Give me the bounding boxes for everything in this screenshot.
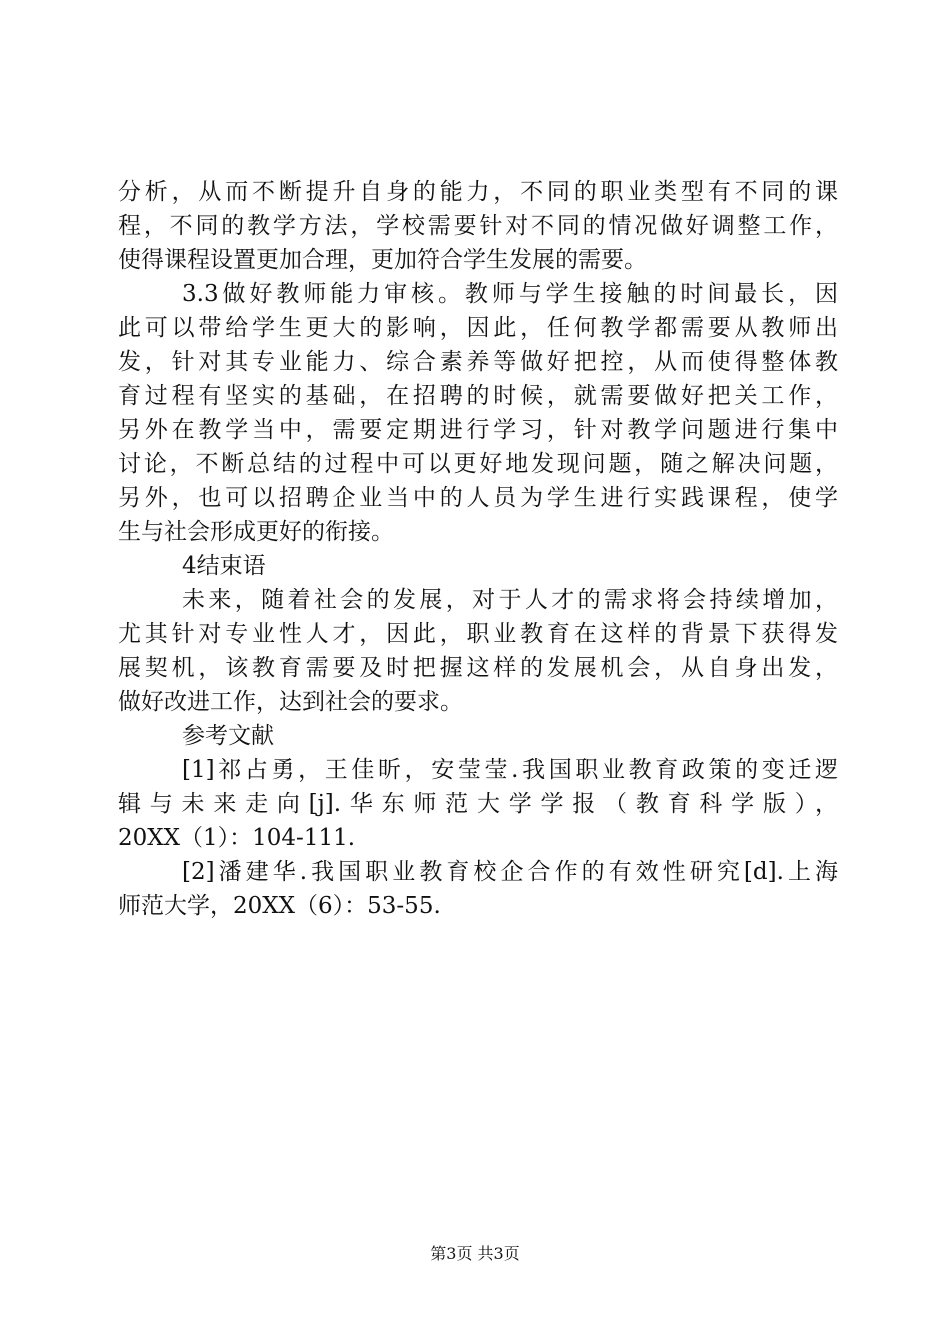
text-line: 20XX（1）：104-111. [118,825,356,851]
reference-item-2 [118,855,838,923]
text-line: 育过程有坚实的基础，在招聘的时候，就需要做好把关工作， [118,383,838,409]
text-line: 另外，也可以招聘企业当中的人员为学生进行实践课程，使学 [118,485,838,511]
text-line: 辑与未来走向[j].华东师范大学学报（教育科学版）， [118,791,838,817]
text-line: 生与社会形成更好的衔接。 [118,519,394,545]
text-line: 使得课程设置更加合理，更加符合学生发展的需要。 [118,247,647,273]
text-line: 程，不同的教学方法，学校需要针对不同的情况做好调整工作， [118,213,838,239]
text-line: 此可以带给学生更大的影响，因此，任何教学都需要从教师出 [118,315,838,341]
text-line: 师范大学，20XX（6）：53-55. [118,893,441,919]
page-footer [0,1244,950,1264]
section-heading-references [118,719,838,753]
text-line: [2]潘建华.我国职业教育校企合作的有效性研究[d].上海 [182,859,838,885]
paragraph-continuation [118,175,838,277]
text-line: 尤其针对专业性人才，因此，职业教育在这样的背景下获得发 [118,621,838,647]
page-number-label: 第3页 共3页 [430,1244,520,1263]
text-line: 发，针对其专业能力、综合素养等做好把控，从而使得整体教 [118,349,838,375]
document-body [118,175,838,923]
text-line: 讨论，不断总结的过程中可以更好地发现问题，随之解决问题， [118,451,838,477]
heading-text: 参考文献 [182,723,274,749]
heading-text: 4结束语 [182,553,266,579]
paragraph-conclusion [118,583,838,719]
text-line: 另外在教学当中，需要定期进行学习，针对教学问题进行集中 [118,417,838,443]
text-line: 未来，随着社会的发展，对于人才的需求将会持续增加， [182,587,838,613]
reference-item-1 [118,753,838,855]
text-line: 展契机，该教育需要及时把握这样的发展机会，从自身出发， [118,655,838,681]
text-line: [1]祁占勇，王佳昕，安莹莹.我国职业教育政策的变迁逻 [182,757,838,783]
paragraph-section-3-3 [118,277,838,549]
section-heading-conclusion [118,549,838,583]
text-line: 分析，从而不断提升自身的能力，不同的职业类型有不同的课 [118,179,838,205]
text-line: 做好改进工作，达到社会的要求。 [118,689,463,715]
text-line: 3.3做好教师能力审核。教师与学生接触的时间最长，因 [182,281,838,307]
